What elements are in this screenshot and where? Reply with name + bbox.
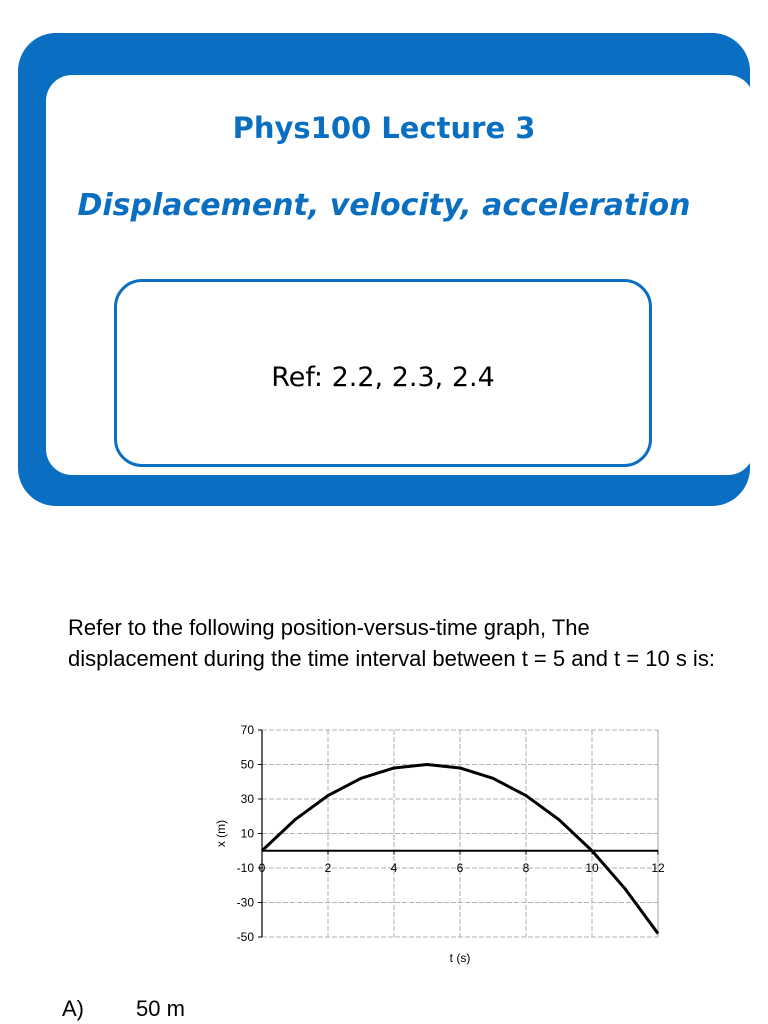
y-tick-label: 30 xyxy=(240,792,254,806)
y-tick-label: -30 xyxy=(236,895,254,910)
y-tick-label: -50 xyxy=(236,930,254,944)
x-tick-label: 8 xyxy=(522,860,530,875)
answer-a-text[interactable]: 50 m xyxy=(136,996,185,1021)
answer-a-letter[interactable]: A) xyxy=(62,996,84,1021)
y-tick-label: 10 xyxy=(240,826,254,841)
x-tick-label: 0 xyxy=(258,860,266,875)
y-tick-label: 70 xyxy=(240,723,254,737)
x-tick-label: 2 xyxy=(324,860,332,875)
lecture-subtitle: Displacement, velocity, acceleration xyxy=(77,188,691,223)
y-tick-label: 50 xyxy=(240,757,254,772)
question-text: Refer to the following position-versus-time graph, The displacement during the time interval between t = 5 and t = 10 s is: xyxy=(68,615,715,671)
y-axis-label: x (m) xyxy=(214,819,228,848)
x-tick-label: 12 xyxy=(651,860,665,875)
x-axis-label: t (s) xyxy=(449,951,471,965)
reference-text: Ref: 2.2, 2.3, 2.4 xyxy=(271,362,495,393)
lecture-title: Phys100 Lecture 3 xyxy=(232,111,536,145)
y-tick-label: -10 xyxy=(236,861,254,875)
x-tick-label: 10 xyxy=(585,860,599,875)
x-tick-label: 4 xyxy=(390,860,398,875)
position-time-chart xyxy=(200,715,670,970)
x-tick-label: 6 xyxy=(456,860,464,875)
